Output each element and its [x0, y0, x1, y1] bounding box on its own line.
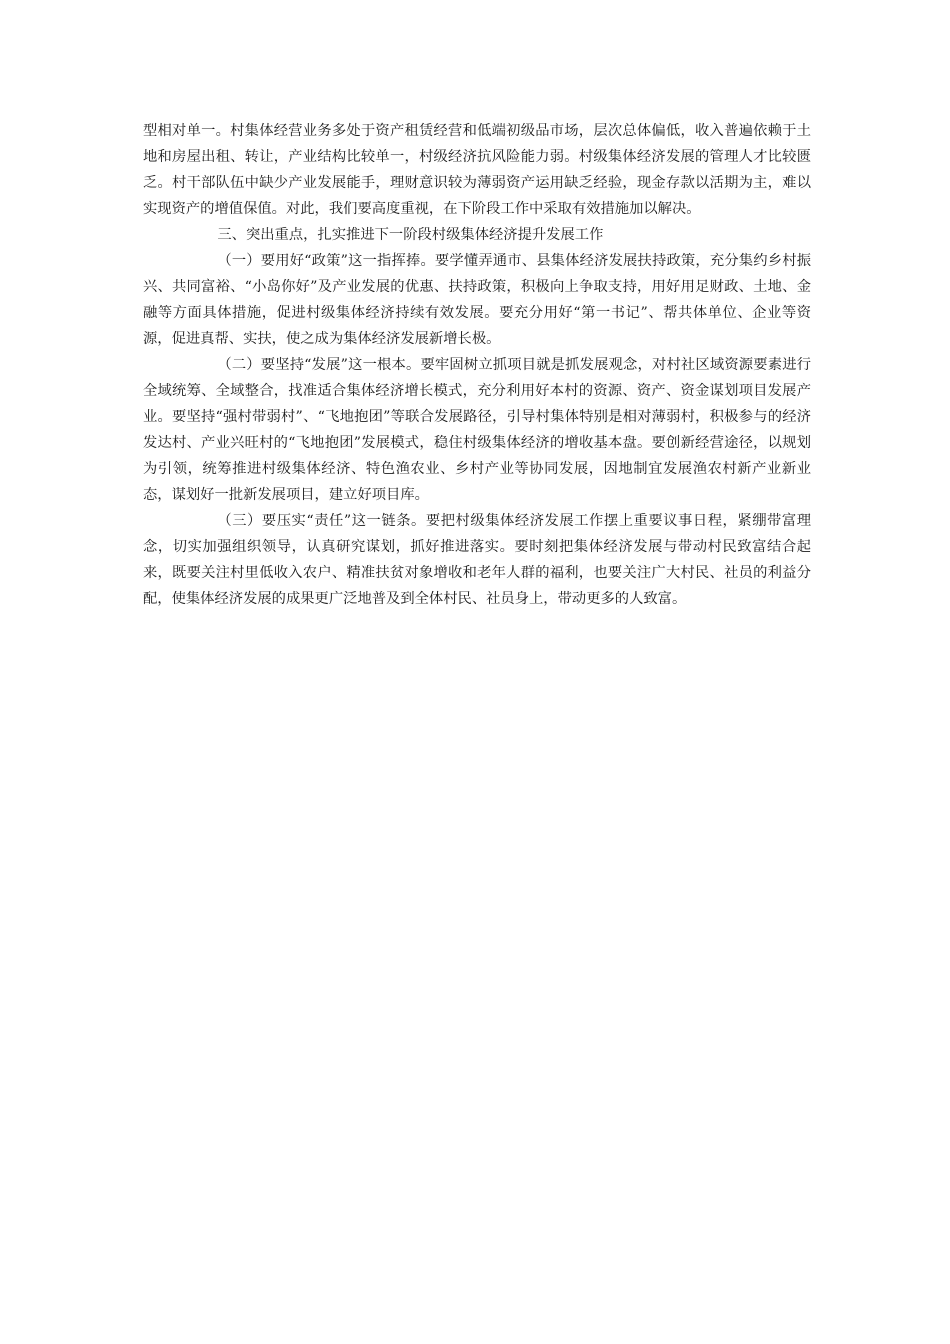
paragraph-continuation: 型相对单一。村集体经营业务多处于资产租赁经营和低端初级品市场，层次总体偏低，收入普遍依赖于土地和房屋出租、转让，产业结构比较单一，村级经济抗风险能力弱。村级集体经济发展的管理人才比较匮乏。村干部队伍中缺少产业发展能手，理财意识较为薄弱资产运用缺乏经验，现金存款以活期为主，难以实现资产的增值保值。对此，我们要高度重视，在下阶段工作中采取有效措施加以解决。 [143, 123, 811, 217]
paragraph-responsibility: （三）要压实“责任”这一链条。要把村级集体经济发展工作摆上重要议事日程，紧绷带富理念，切实加强组织领导，认真研究谋划，抓好推进落实。要时刻把集体经济发展与带动村民致富结合起来，既要关注村里低收入农户、精准扶贫对象增收和老年人群的福利，也要关注广大村民、社员的利益分配，使集体经济发展的成果更广泛地普及到全体村民、社员身上，带动更多的人致富。 [143, 513, 811, 607]
document-body [143, 118, 811, 612]
paragraph-development: （二）要坚持“发展”这一根本。要牢固树立抓项目就是抓发展观念，对村社区域资源要素进行全域统筹、全域整合，找准适合集体经济增长模式，充分利用好本村的资源、资产、资金谋划项目发展产业。要坚持“强村带弱村”、“飞地抱团”等联合发展路径，引导村集体特别是相对薄弱村，积极参与的经济发达村、产业兴旺村的“飞地抱团”发展模式，稳住村级集体经济的增收基本盘。要创新经营途径，以规划为引领，统筹推进村级集体经济、特色渔农业、乡村产业等协同发展，因地制宜发展渔农村新产业新业态，谋划好一批新发展项目，建立好项目库。 [143, 357, 811, 503]
paragraph-policy: （一）要用好“政策”这一指挥捧。要学懂弄通市、县集体经济发展扶持政策，充分集约乡村振兴、共同富裕、“小岛你好”及产业发展的优惠、扶持政策，积极向上争取支持，用好用足财政、土地、金融等方面具体措施，促进村级集体经济持续有效发展。要充分用好“第一书记”、帮共体单位、企业等资源，促进真帮、实扶，使之成为集体经济发展新增长极。 [143, 253, 811, 347]
section-heading: 三、突出重点，扎实推进下一阶段村级集体经济提升发展工作 [217, 227, 604, 243]
